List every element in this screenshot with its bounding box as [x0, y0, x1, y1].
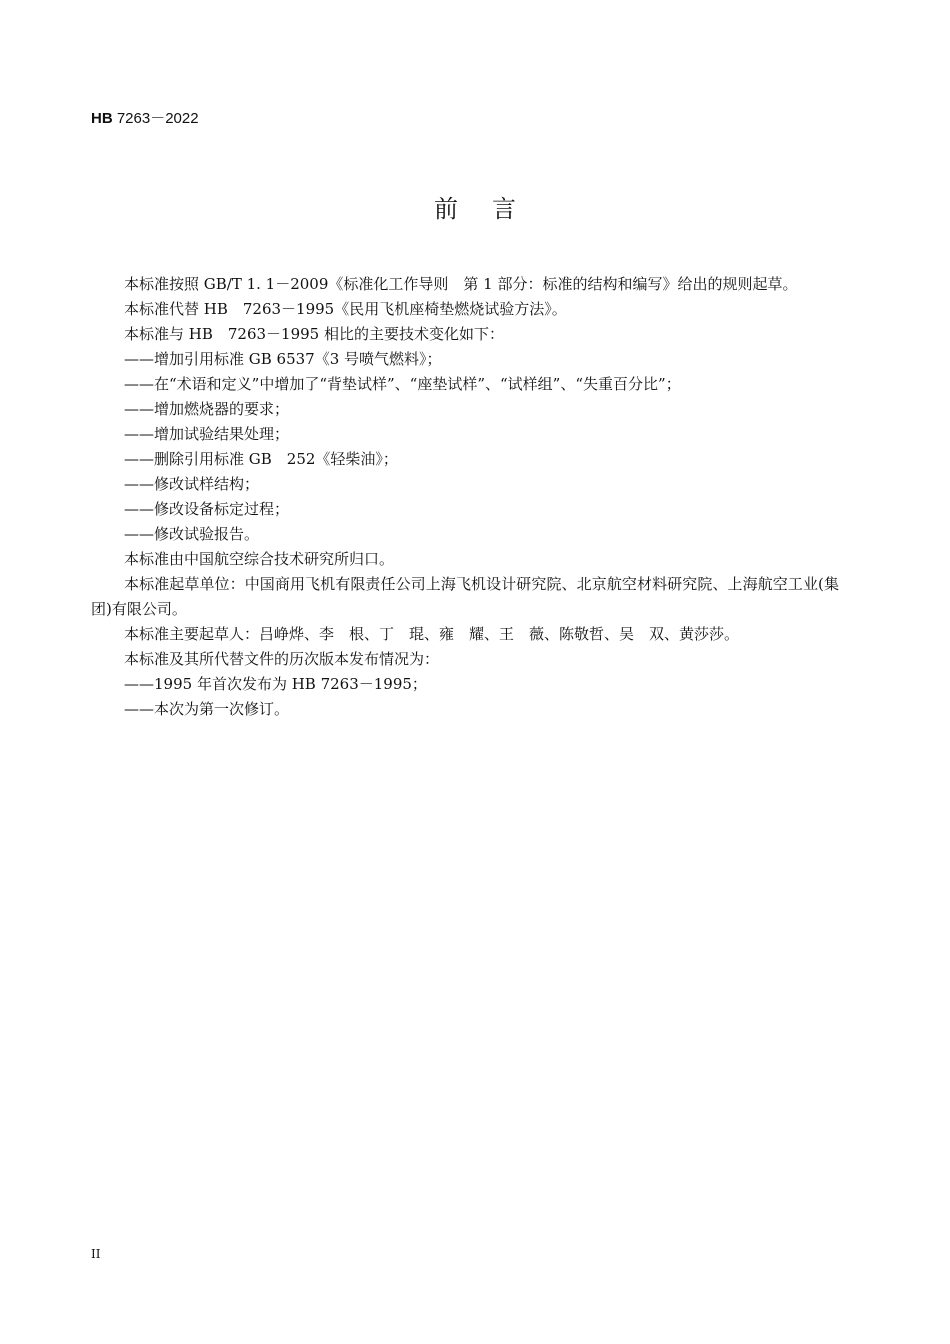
- standard-code-prefix: HB: [91, 110, 113, 127]
- change-list-item: ——修改试样结构；: [124, 475, 260, 493]
- standard-code-number: 7263－2022: [112, 110, 199, 127]
- page-number: II: [91, 1247, 101, 1261]
- change-list-item: ——增加燃烧器的要求；: [124, 400, 290, 418]
- change-list-item: ——增加试验结果处理；: [124, 425, 290, 443]
- drafting-rules-paragraph: 本标准按照 GB/T 1. 1－2009《标准化工作导则 第 1 部分：标准的结构和编写》给出的规则起草。: [124, 275, 798, 293]
- version-history-intro: 本标准及其所代替文件的历次版本发布情况为：: [124, 650, 440, 668]
- page-title: 前言: [434, 195, 550, 223]
- change-list-item: ——删除引用标准 GB 252《轻柴油》；: [124, 450, 398, 468]
- change-list-item: ——在“术语和定义”中增加了“背垫试样”、“座垫试样”、“试样组”、“失重百分比”；: [124, 375, 681, 393]
- change-list-item: ——修改试验报告。: [124, 525, 260, 543]
- responsible-organization-paragraph: 本标准由中国航空综合技术研究所归口。: [124, 550, 395, 568]
- replaces-standard-paragraph: 本标准代替 HB 7263－1995《民用飞机座椅垫燃烧试验方法》。: [124, 300, 567, 318]
- change-list-item: ——修改设备标定过程；: [124, 500, 290, 518]
- change-list-item: ——增加引用标准 GB 6537《3 号喷气燃料》；: [124, 350, 442, 368]
- standard-code-header: [91, 110, 199, 128]
- drafting-units-paragraph: 本标准起草单位：中国商用飞机有限责任公司上海飞机设计研究院、北京航空材料研究院、上海航空工业(集团)有限公司。: [91, 575, 839, 618]
- foreword-content: [91, 272, 851, 722]
- technical-changes-intro: 本标准与 HB 7263－1995 相比的主要技术变化如下：: [124, 325, 504, 343]
- version-history-item: ——1995 年首次发布为 HB 7263－1995；: [124, 675, 427, 693]
- version-history-item: ——本次为第一次修订。: [124, 700, 290, 718]
- drafters-paragraph: 本标准主要起草人：吕峥烨、李 根、丁 琨、雍 耀、王 薇、陈敬哲、吴 双、黄莎莎。: [124, 625, 740, 643]
